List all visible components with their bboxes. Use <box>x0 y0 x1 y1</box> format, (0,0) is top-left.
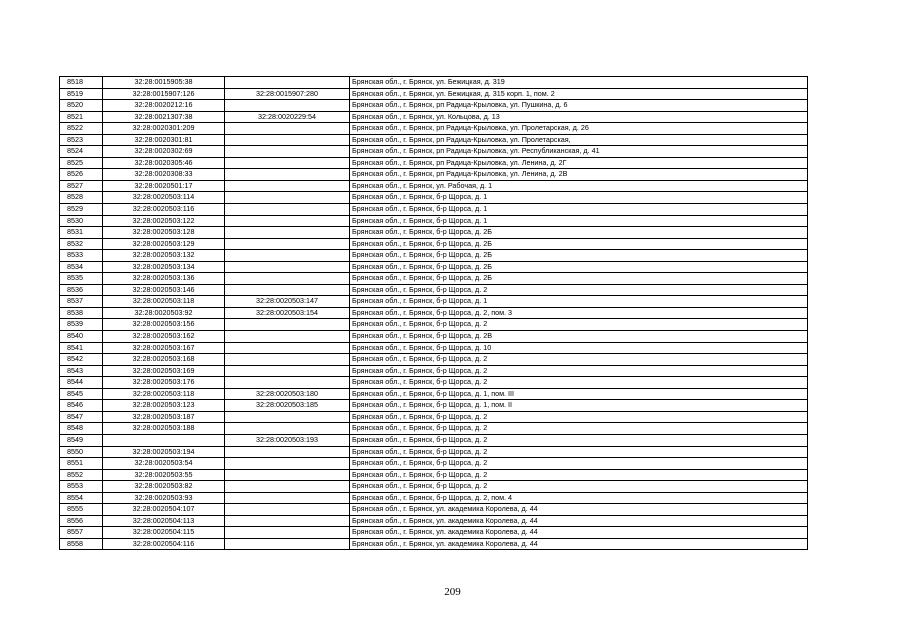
address-cell: Брянская обл., г. Брянск, рп Радица-Крыловка, ул. Пролетарская, <box>350 134 808 146</box>
building-cadastral-cell <box>225 100 350 112</box>
row-number-cell: 8528 <box>60 192 103 204</box>
building-cadastral-cell <box>225 458 350 470</box>
table-row <box>60 284 808 296</box>
cadastral-number-cell: 32:28:0020302:69 <box>103 146 225 158</box>
building-cadastral-cell <box>225 377 350 389</box>
address-cell: Брянская обл., г. Брянск, ул. академика Королева, д. 44 <box>350 504 808 516</box>
cadastral-number-cell: 32:28:0020503:123 <box>103 400 225 412</box>
cadastral-number-cell: 32:28:0020503:168 <box>103 354 225 366</box>
row-number-cell: 8552 <box>60 469 103 481</box>
table-row <box>60 331 808 343</box>
cadastral-number-cell: 32:28:0020503:194 <box>103 446 225 458</box>
cadastral-number-cell: 32:28:0020503:118 <box>103 296 225 308</box>
cadastral-number-cell: 32:28:0020503:132 <box>103 250 225 262</box>
row-number-cell: 8556 <box>60 515 103 527</box>
cadastral-number-cell: 32:28:0020503:162 <box>103 331 225 343</box>
row-number-cell: 8539 <box>60 319 103 331</box>
cadastral-number-cell: 32:28:0020503:129 <box>103 238 225 250</box>
building-cadastral-cell: 32:28:0020503:154 <box>225 307 350 319</box>
building-cadastral-cell <box>225 481 350 493</box>
row-number-cell: 8535 <box>60 273 103 285</box>
table-row <box>60 400 808 412</box>
address-cell: Брянская обл., г. Брянск, б-р Щорса, д. 2 <box>350 319 808 331</box>
row-number-cell: 8542 <box>60 354 103 366</box>
building-cadastral-cell <box>225 492 350 504</box>
cadastral-number-cell: 32:28:0020503:187 <box>103 411 225 423</box>
table-row <box>60 227 808 239</box>
cadastral-number-cell: 32:28:0020212:16 <box>103 100 225 112</box>
building-cadastral-cell <box>225 423 350 435</box>
cadastral-number-cell: 32:28:0020503:134 <box>103 261 225 273</box>
cadastral-number-cell: 32:28:0020301:209 <box>103 123 225 135</box>
address-cell: Брянская обл., г. Брянск, ул. академика Королева, д. 44 <box>350 527 808 539</box>
cadastral-number-cell: 32:28:0015905:38 <box>103 77 225 89</box>
cadastral-number-cell: 32:28:0020503:54 <box>103 458 225 470</box>
address-cell: Брянская обл., г. Брянск, б-р Щорса, д. 2 <box>350 469 808 481</box>
row-number-cell: 8543 <box>60 365 103 377</box>
row-number-cell: 8524 <box>60 146 103 158</box>
row-number-cell: 8551 <box>60 458 103 470</box>
cadastral-number-cell: 32:28:0020504:113 <box>103 515 225 527</box>
address-cell: Брянская обл., г. Брянск, ул. Рабочая, д. 1 <box>350 180 808 192</box>
building-cadastral-cell <box>225 319 350 331</box>
address-cell: Брянская обл., г. Брянск, рп Радица-Крыловка, ул. Пушкина, д. 6 <box>350 100 808 112</box>
table-row <box>60 458 808 470</box>
cadastral-number-cell: 32:28:0020504:116 <box>103 538 225 550</box>
address-cell: Брянская обл., г. Брянск, рп Радица-Крыловка, ул. Ленина, д. 2Г <box>350 157 808 169</box>
row-number-cell: 8534 <box>60 261 103 273</box>
building-cadastral-cell <box>225 261 350 273</box>
row-number-cell: 8526 <box>60 169 103 181</box>
cadastral-number-cell: 32:28:0020503:116 <box>103 204 225 216</box>
building-cadastral-cell <box>225 284 350 296</box>
row-number-cell: 8527 <box>60 180 103 192</box>
cadastral-number-cell: 32:28:0020503:167 <box>103 342 225 354</box>
table-row <box>60 146 808 158</box>
row-number-cell: 8518 <box>60 77 103 89</box>
row-number-cell: 8521 <box>60 111 103 123</box>
table-row <box>60 469 808 481</box>
table-row <box>60 527 808 539</box>
building-cadastral-cell <box>225 227 350 239</box>
building-cadastral-cell <box>225 342 350 354</box>
table-row <box>60 192 808 204</box>
row-number-cell: 8538 <box>60 307 103 319</box>
address-cell: Брянская обл., г. Брянск, б-р Щорса, д. 1, пом. II <box>350 400 808 412</box>
building-cadastral-cell: 32:28:0020229:54 <box>225 111 350 123</box>
row-number-cell: 8532 <box>60 238 103 250</box>
table-row <box>60 88 808 100</box>
address-cell: Брянская обл., г. Брянск, б-р Щорса, д. 2 <box>350 423 808 435</box>
building-cadastral-cell: 32:28:0020503:180 <box>225 388 350 400</box>
cadastral-number-cell: 32:28:0020503:128 <box>103 227 225 239</box>
cadastral-number-cell: 32:28:0020301:81 <box>103 134 225 146</box>
table-row <box>60 169 808 181</box>
building-cadastral-cell <box>225 515 350 527</box>
address-cell: Брянская обл., г. Брянск, б-р Щорса, д. 2 <box>350 354 808 366</box>
building-cadastral-cell: 32:28:0020503:147 <box>225 296 350 308</box>
table-row <box>60 481 808 493</box>
table-row <box>60 157 808 169</box>
address-cell: Брянская обл., г. Брянск, ул. академика Королева, д. 44 <box>350 515 808 527</box>
cadastral-number-cell: 32:28:0020308:33 <box>103 169 225 181</box>
table-row <box>60 538 808 550</box>
cadastral-number-cell: 32:28:0020503:118 <box>103 388 225 400</box>
cadastral-number-cell: 32:28:0020503:188 <box>103 423 225 435</box>
table-row <box>60 238 808 250</box>
address-cell: Брянская обл., г. Брянск, б-р Щорса, д. 2 <box>350 458 808 470</box>
address-cell: Брянская обл., г. Брянск, б-р Щорса, д. 2 <box>350 434 808 446</box>
row-number-cell: 8550 <box>60 446 103 458</box>
cadastral-number-cell: 32:28:0020305:46 <box>103 157 225 169</box>
cadastral-number-cell: 32:28:0020503:92 <box>103 307 225 319</box>
address-cell: Брянская обл., г. Брянск, б-р Щорса, д. 2Б <box>350 273 808 285</box>
row-number-cell: 8540 <box>60 331 103 343</box>
cadastral-number-cell: 32:28:0021307:38 <box>103 111 225 123</box>
building-cadastral-cell <box>225 504 350 516</box>
property-table-body <box>60 77 808 550</box>
table-row <box>60 423 808 435</box>
building-cadastral-cell <box>225 238 350 250</box>
cadastral-number-cell: 32:28:0020503:176 <box>103 377 225 389</box>
table-row <box>60 354 808 366</box>
address-cell: Брянская обл., г. Брянск, б-р Щорса, д. 2Б <box>350 227 808 239</box>
cadastral-number-cell: 32:28:0020503:93 <box>103 492 225 504</box>
table-row <box>60 134 808 146</box>
address-cell: Брянская обл., г. Брянск, б-р Щорса, д. 2 <box>350 481 808 493</box>
building-cadastral-cell <box>225 250 350 262</box>
address-cell: Брянская обл., г. Брянск, б-р Щорса, д. 2 <box>350 377 808 389</box>
row-number-cell: 8536 <box>60 284 103 296</box>
building-cadastral-cell <box>225 180 350 192</box>
cadastral-number-cell: 32:28:0015907:126 <box>103 88 225 100</box>
row-number-cell: 8520 <box>60 100 103 112</box>
table-row <box>60 319 808 331</box>
table-row <box>60 342 808 354</box>
table-row <box>60 411 808 423</box>
address-cell: Брянская обл., г. Брянск, б-р Щорса, д. 2Б <box>350 261 808 273</box>
row-number-cell: 8530 <box>60 215 103 227</box>
address-cell: Брянская обл., г. Брянск, б-р Щорса, д. 1, пом. III <box>350 388 808 400</box>
row-number-cell: 8558 <box>60 538 103 550</box>
cadastral-number-cell: 32:28:0020504:115 <box>103 527 225 539</box>
cadastral-number-cell <box>103 434 225 446</box>
table-row <box>60 504 808 516</box>
building-cadastral-cell <box>225 446 350 458</box>
table-row <box>60 215 808 227</box>
table-row <box>60 273 808 285</box>
address-cell: Брянская обл., г. Брянск, б-р Щорса, д. 2Б <box>350 250 808 262</box>
cadastral-number-cell: 32:28:0020503:114 <box>103 192 225 204</box>
address-cell: Брянская обл., г. Брянск, б-р Щорса, д. 1 <box>350 204 808 216</box>
building-cadastral-cell <box>225 77 350 89</box>
row-number-cell: 8553 <box>60 481 103 493</box>
row-number-cell: 8541 <box>60 342 103 354</box>
building-cadastral-cell: 32:28:0020503:193 <box>225 434 350 446</box>
table-row <box>60 77 808 89</box>
cadastral-number-cell: 32:28:0020503:82 <box>103 481 225 493</box>
row-number-cell: 8525 <box>60 157 103 169</box>
address-cell: Брянская обл., г. Брянск, рп Радица-Крыловка, ул. Пролетарская, д. 26 <box>350 123 808 135</box>
address-cell: Брянская обл., г. Брянск, б-р Щорса, д. 10 <box>350 342 808 354</box>
table-row <box>60 100 808 112</box>
building-cadastral-cell <box>225 469 350 481</box>
address-cell: Брянская обл., г. Брянск, рп Радица-Крыловка, ул. Республиканская, д. 41 <box>350 146 808 158</box>
address-cell: Брянская обл., г. Брянск, ул. Бежицкая, д. 319 <box>350 77 808 89</box>
table-row <box>60 388 808 400</box>
address-cell: Брянская обл., г. Брянск, б-р Щорса, д. 1 <box>350 192 808 204</box>
row-number-cell: 8522 <box>60 123 103 135</box>
table-row <box>60 365 808 377</box>
address-cell: Брянская обл., г. Брянск, ул. Бежицкая, д. 315 корп. 1, пом. 2 <box>350 88 808 100</box>
address-cell: Брянская обл., г. Брянск, б-р Щорса, д. 2 <box>350 411 808 423</box>
table-row <box>60 515 808 527</box>
address-cell: Брянская обл., г. Брянск, б-р Щорса, д. 2 <box>350 365 808 377</box>
row-number-cell: 8549 <box>60 434 103 446</box>
table-row <box>60 180 808 192</box>
row-number-cell: 8529 <box>60 204 103 216</box>
table-row <box>60 377 808 389</box>
table-row <box>60 123 808 135</box>
cadastral-number-cell: 32:28:0020503:136 <box>103 273 225 285</box>
row-number-cell: 8519 <box>60 88 103 100</box>
address-cell: Брянская обл., г. Брянск, б-р Щорса, д. 1 <box>350 215 808 227</box>
page-number: 209 <box>444 586 461 598</box>
row-number-cell: 8555 <box>60 504 103 516</box>
cadastral-number-cell: 32:28:0020503:146 <box>103 284 225 296</box>
row-number-cell: 8557 <box>60 527 103 539</box>
cadastral-number-cell: 32:28:0020504:107 <box>103 504 225 516</box>
building-cadastral-cell <box>225 192 350 204</box>
row-number-cell: 8546 <box>60 400 103 412</box>
table-row <box>60 296 808 308</box>
building-cadastral-cell <box>225 331 350 343</box>
building-cadastral-cell <box>225 365 350 377</box>
table-row <box>60 434 808 446</box>
building-cadastral-cell: 32:28:0020503:185 <box>225 400 350 412</box>
building-cadastral-cell <box>225 411 350 423</box>
building-cadastral-cell <box>225 527 350 539</box>
building-cadastral-cell <box>225 169 350 181</box>
cadastral-number-cell: 32:28:0020503:55 <box>103 469 225 481</box>
address-cell: Брянская обл., г. Брянск, б-р Щорса, д. 2, пом. 4 <box>350 492 808 504</box>
building-cadastral-cell <box>225 204 350 216</box>
building-cadastral-cell: 32:28:0015907:280 <box>225 88 350 100</box>
row-number-cell: 8548 <box>60 423 103 435</box>
building-cadastral-cell <box>225 123 350 135</box>
row-number-cell: 8533 <box>60 250 103 262</box>
building-cadastral-cell <box>225 215 350 227</box>
cadastral-number-cell: 32:28:0020503:169 <box>103 365 225 377</box>
table-row <box>60 492 808 504</box>
address-cell: Брянская обл., г. Брянск, ул. Кольцова, д. 13 <box>350 111 808 123</box>
row-number-cell: 8554 <box>60 492 103 504</box>
table-row <box>60 446 808 458</box>
table-row <box>60 204 808 216</box>
table-row <box>60 261 808 273</box>
row-number-cell: 8537 <box>60 296 103 308</box>
property-table <box>59 76 808 550</box>
row-number-cell: 8545 <box>60 388 103 400</box>
row-number-cell: 8531 <box>60 227 103 239</box>
address-cell: Брянская обл., г. Брянск, б-р Щорса, д. 2Б <box>350 238 808 250</box>
address-cell: Брянская обл., г. Брянск, ул. академика Королева, д. 44 <box>350 538 808 550</box>
row-number-cell: 8523 <box>60 134 103 146</box>
cadastral-number-cell: 32:28:0020503:122 <box>103 215 225 227</box>
table-row <box>60 307 808 319</box>
row-number-cell: 8547 <box>60 411 103 423</box>
building-cadastral-cell <box>225 157 350 169</box>
building-cadastral-cell <box>225 273 350 285</box>
address-cell: Брянская обл., г. Брянск, б-р Щорса, д. 2 <box>350 284 808 296</box>
address-cell: Брянская обл., г. Брянск, б-р Щорса, д. 2В <box>350 331 808 343</box>
cadastral-number-cell: 32:28:0020501:17 <box>103 180 225 192</box>
address-cell: Брянская обл., г. Брянск, б-р Щорса, д. 1 <box>350 296 808 308</box>
address-cell: Брянская обл., г. Брянск, б-р Щорса, д. 2 <box>350 446 808 458</box>
building-cadastral-cell <box>225 538 350 550</box>
cadastral-number-cell: 32:28:0020503:156 <box>103 319 225 331</box>
address-cell: Брянская обл., г. Брянск, б-р Щорса, д. 2, пом. 3 <box>350 307 808 319</box>
row-number-cell: 8544 <box>60 377 103 389</box>
address-cell: Брянская обл., г. Брянск, рп Радица-Крыловка, ул. Ленина, д. 2В <box>350 169 808 181</box>
building-cadastral-cell <box>225 146 350 158</box>
building-cadastral-cell <box>225 134 350 146</box>
table-row <box>60 111 808 123</box>
table-row <box>60 250 808 262</box>
building-cadastral-cell <box>225 354 350 366</box>
